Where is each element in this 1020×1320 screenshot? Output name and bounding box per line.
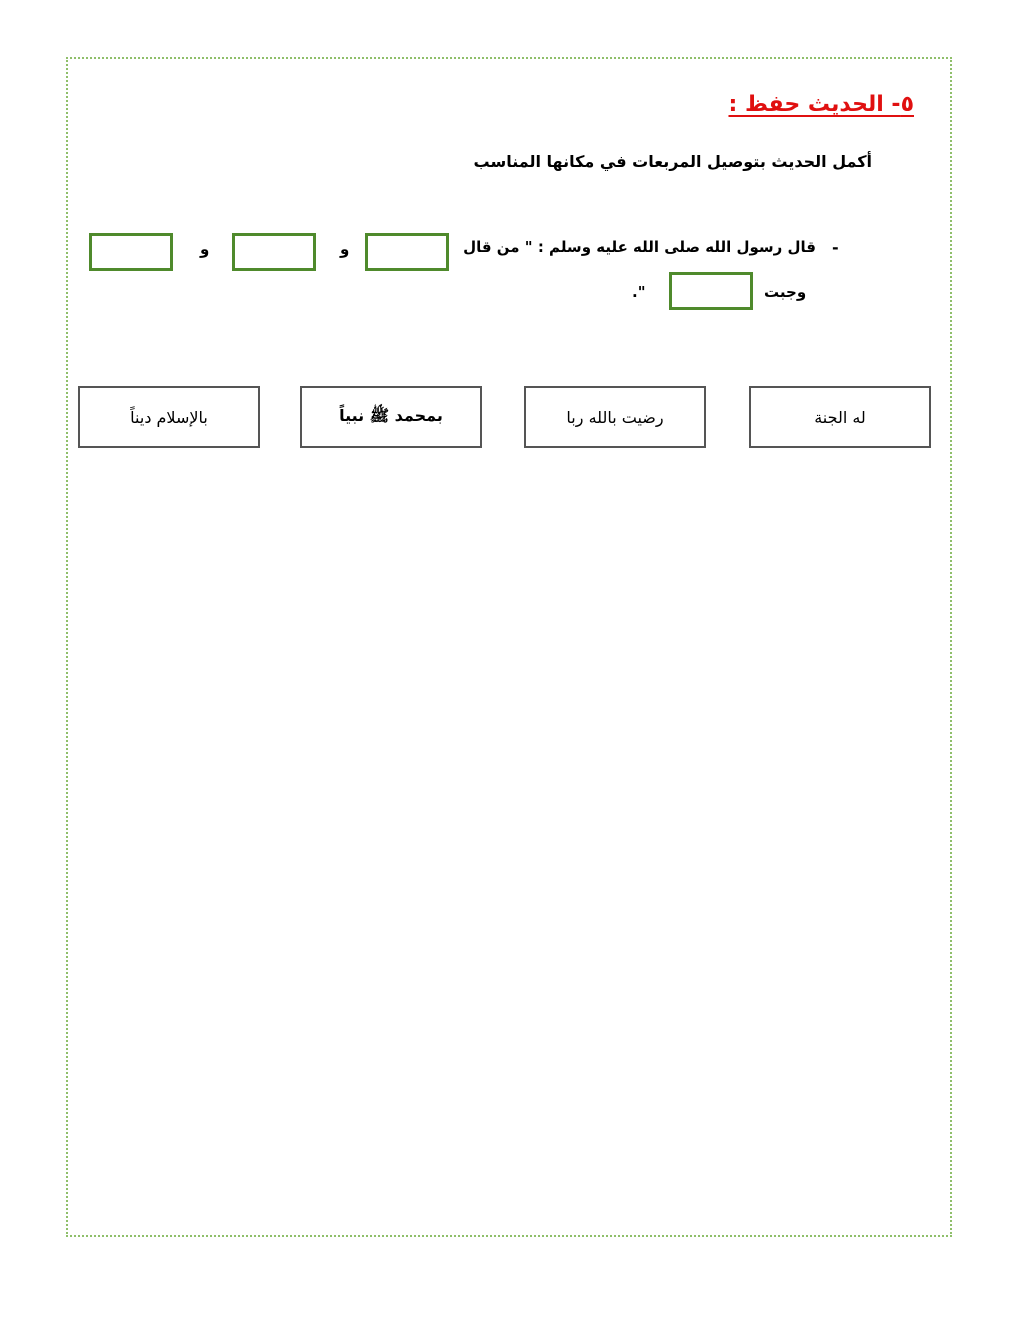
answer-card-2[interactable]: رضيت بالله ربا — [524, 386, 706, 448]
blank-box-3[interactable] — [89, 233, 173, 271]
blank-box-1[interactable] — [365, 233, 449, 271]
blank-box-4[interactable] — [669, 272, 753, 310]
hadith-line-2: وجبت — [764, 283, 807, 301]
instruction-text: أكمل الحديث بتوصيل المربعات في مكانها المناسب — [473, 152, 872, 171]
list-bullet: - — [832, 238, 839, 257]
section-heading: ٥- الحديث حفظ : — [728, 92, 914, 117]
answer-card-1[interactable]: له الجنة — [749, 386, 931, 448]
hadith-line-1: قال رسول الله صلى الله عليه وسلم : " من قال — [463, 238, 816, 256]
blank-box-2[interactable] — [232, 233, 316, 271]
conjunction-2: و — [200, 240, 210, 258]
answer-card-3[interactable]: بمحمد ﷺ نبياً — [300, 386, 482, 448]
answer-card-4[interactable]: بالإسلام ديناً — [78, 386, 260, 448]
page-border — [66, 57, 952, 1237]
end-quote: ." — [632, 283, 646, 301]
conjunction-1: و — [340, 240, 350, 258]
